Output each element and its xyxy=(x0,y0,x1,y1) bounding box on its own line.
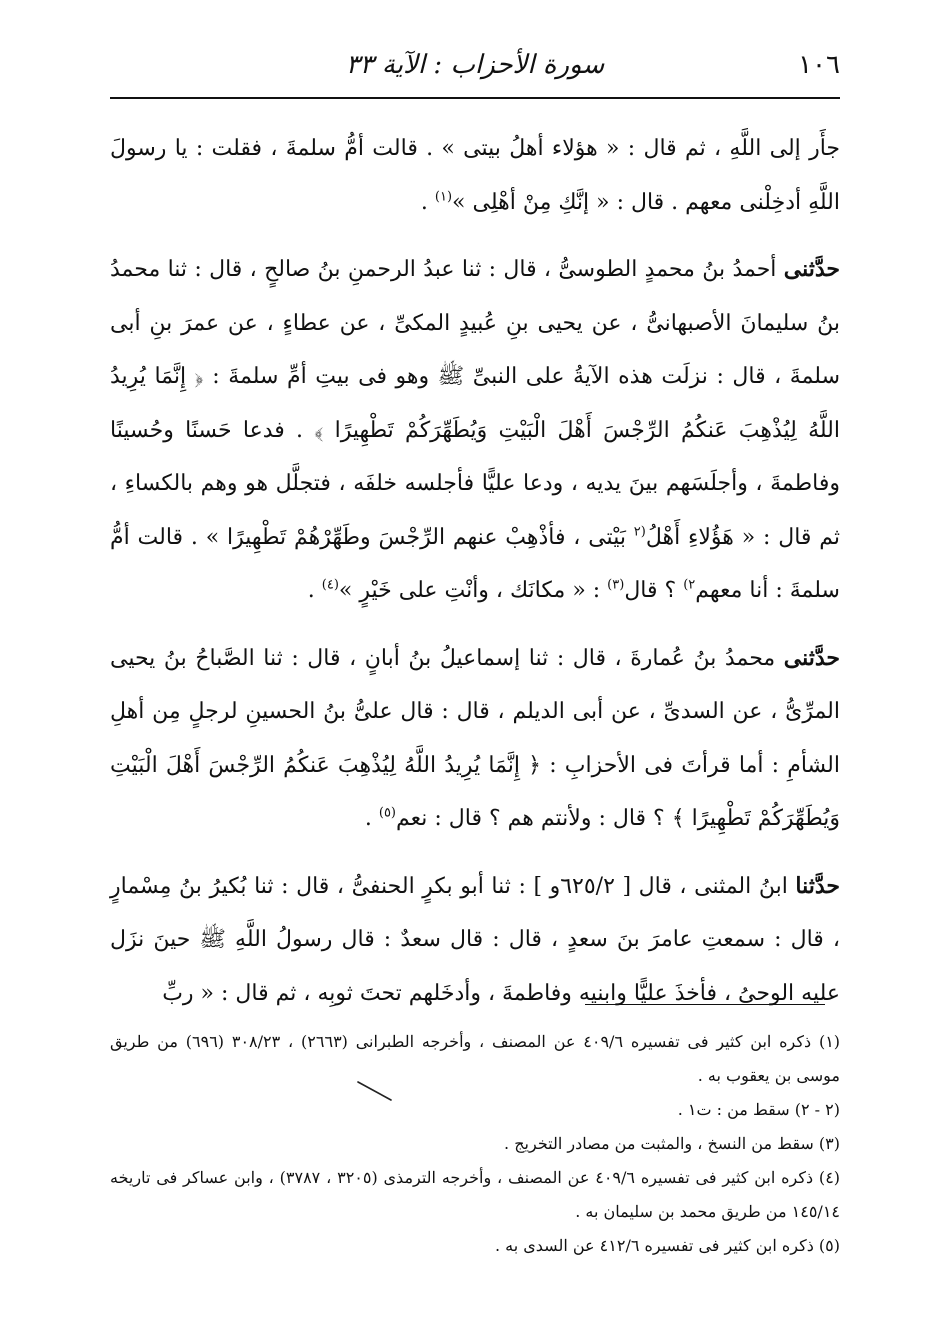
narration-lead: حدَّثنا xyxy=(795,872,841,899)
footnote-ref[interactable]: (٤) xyxy=(321,577,339,593)
header-divider xyxy=(110,97,840,99)
footnote-ref[interactable]: ٢) xyxy=(683,577,696,593)
footnote-ref[interactable]: (٥) xyxy=(378,805,396,821)
paragraph-tail: . xyxy=(307,578,322,603)
paragraph-text: ابنُ المثنى ، قال [ ٦٢٥/٢و ] : ثنا أبو بكرٍ الحنفىُّ ، قال : ثنا بُكيرُ بنُ مِسْمارٍ ، قال : سمعتِ عامرَ بنَ سعدٍ ، قال : قال سعدٌ : قال رسولُ اللَّهِ ﷺ حينَ نزَل عليه الوحىُ ، فأخذَ عليًّا وابنيه وفاطمةَ ، وأدخَلهم تحتَ ثوبِه ، ثم قال : « ربِّ xyxy=(110,873,840,1006)
paragraph-tail: بَيْتى ، فأذْهِبْ عنهم الرِّجْسَ وطَهِّرْهُمْ تَطْهِيرًا » . قالت أمُّ سلمةَ : أنا معهم xyxy=(110,524,840,603)
paragraph-text: محمدُ بنُ عُمارةَ ، قال : ثنا إسماعيلُ بنُ أبانٍ ، قال : ثنا الصَّباحُ بنُ يحيى المرِّىُّ ، عن السدىِّ ، عن أبى الديلم ، قال : قال علىُّ بنُ الحسينِ لرجلٍ مِن أهلِ الشأمِ : أما قرأتَ فى الأحزابِ : ﴿ إِنَّمَا يُرِيدُ اللَّهُ لِيُذْهِبَ عَنكُمُ الرِّجْسَ أَهْلَ الْبَيْتِ وَيُطَهِّرَكُمْ تَطْهِيرًا ﴾ ؟ قال : ولأنتم هم ؟ قال : نعم xyxy=(110,645,840,831)
paragraph-tail: ؟ قال xyxy=(624,578,684,603)
footnote: (٥) ذكره ابن كثير فى تفسيره ٤١٢/٦ عن السدى به . xyxy=(494,1236,840,1255)
paragraph-text: جأَر إلى اللَّهِ ، ثم قال : « هؤلاء أهلُ بيتى » . قالت أمُّ سلمةَ ، فقلت : يا رسولَ اللَّهِ أدخِلْنى معهم . قال : « إنَّكِ مِنْ أهْلِى » xyxy=(110,136,840,215)
paragraph xyxy=(110,860,840,1021)
paragraph-tail: . xyxy=(420,189,435,215)
paragraph xyxy=(110,122,840,229)
paragraph xyxy=(110,243,840,618)
footnotes xyxy=(110,1025,840,1263)
footnote: (٢ - ٢) سقط من : ت١ . xyxy=(677,1100,840,1119)
paragraph-tail: : « مكانَك ، وأنْتِ على خَيْرٍ » xyxy=(338,578,608,603)
paragraph-tail: . xyxy=(364,806,379,831)
footnote-ref[interactable]: (٣) xyxy=(607,577,625,593)
main-text xyxy=(110,122,840,1034)
pen-stroke-mark xyxy=(355,1078,395,1104)
footnote: (٣) سقط من النسخ ، والمثبت من مصادر التخريج . xyxy=(504,1134,840,1153)
narration-lead: حدَّثنى xyxy=(783,256,840,282)
footnote: (٤) ذكره ابن كثير فى تفسيره ٤٠٩/٦ عن المصنف ، وأخرجه الترمذى (٣٢٠٥ ، ٣٧٨٧) ، وابن عساكر فى تاريخه ١٤٥/١٤ من طريق محمد بن سليمان به . xyxy=(110,1168,841,1221)
footnote-ref[interactable]: (٢ xyxy=(633,524,646,540)
page-header xyxy=(110,42,840,90)
narration-lead: حدَّثنى xyxy=(783,644,840,671)
page-number: ١٠٦ xyxy=(798,50,840,80)
footnote-ref[interactable]: (١) xyxy=(434,189,453,205)
paragraph-text: أحمدُ بنُ محمدٍ الطوسىُّ ، قال : ثنا عبدُ الرحمنِ بنُ صالحٍ ، قال : ثنا محمدُ بنُ سليمانَ الأصبهانىُّ ، عن يحيى بنِ عُبيدٍ المكىِّ ، عن عطاءٍ ، عن عمرَ بنِ أبى سلمةَ ، قال : نزلَت هذه الآيةُ على النبىِّ ﷺ وهو فى بيتِ أمِّ سلمةَ : ﴿ إِنَّمَا يُرِيدُ اللَّهُ لِيُذْهِبَ عَنكُمُ الرِّجْسَ أَهْلَ الْبَيْتِ وَيُطَهِّرَكُمْ تَطْهِيرًا ﴾ . فدعا حَسنًا وحُسينًا وفاطمةَ ، وأجلَسَهم بينَ يديه ، ودعا عليًّا فأجلسه خلفَه ، فتجلَّل هو وهم بالكساءِ ، ثم قال : « هَؤُلاءِ أَهْلُ xyxy=(110,257,841,550)
running-title: سورة الأحزاب : الآية ٣٣ xyxy=(345,50,605,80)
footnote: (١) ذكره ابن كثير فى تفسيره ٤٠٩/٦ عن المصنف ، وأخرجه الطبرانى (٢٦٦٣) ، ٣٠٨/٢٣ (٦٩٦) من طريق موسى بن يعقوب به . xyxy=(110,1032,841,1085)
footnote-divider xyxy=(585,1004,825,1005)
paragraph xyxy=(110,632,840,846)
